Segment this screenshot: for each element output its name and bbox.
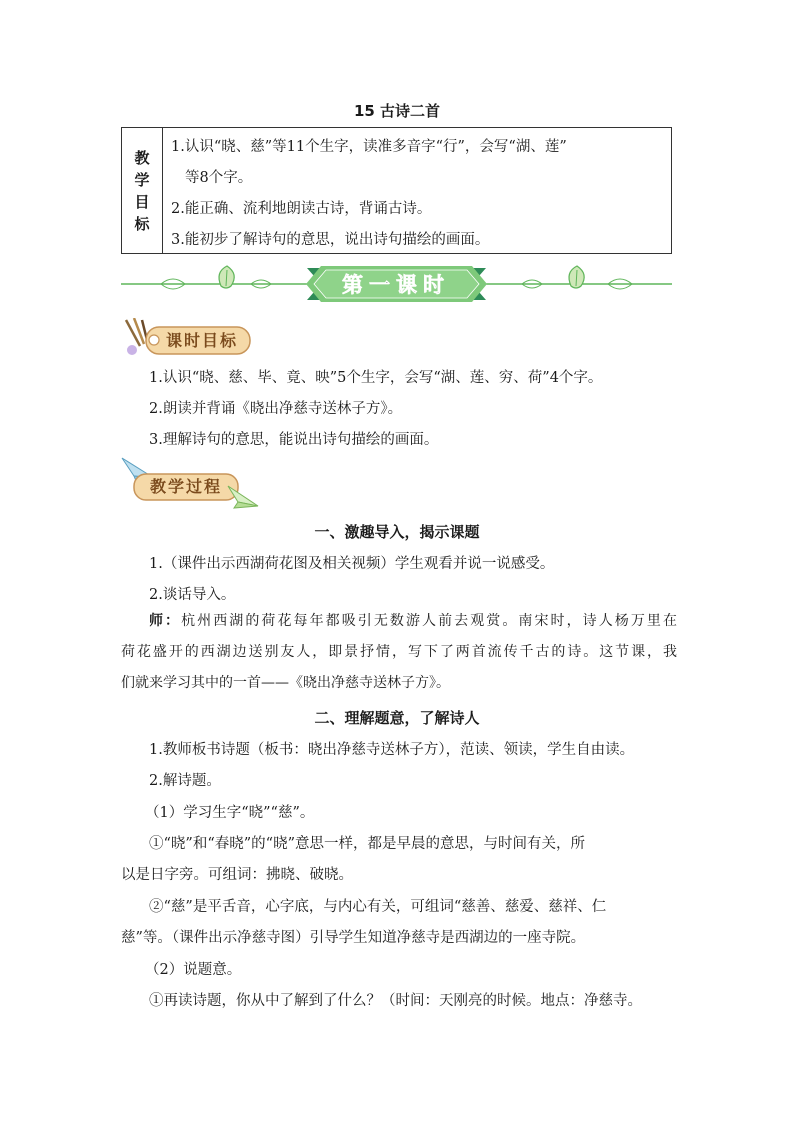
- brush-icon: [126, 318, 148, 355]
- teacher-speech-line: 荷花盛开的西湖边送别友人，即景抒情，写下了两首流传千古的诗。这节课，我: [121, 644, 677, 660]
- process-item: （2）说题意。: [145, 962, 242, 978]
- objectives-content: [163, 128, 671, 253]
- section-heading: 二、理解题意，了解诗人: [314, 709, 480, 727]
- objectives-label-char: 学: [134, 170, 150, 189]
- teacher-label: 师：: [149, 613, 182, 629]
- lesson-goal-item: 2.朗读并背诵《晓出净慈寺送林子方》。: [149, 401, 403, 417]
- teacher-speech-line: [121, 606, 677, 637]
- process-item: ①“晓”和“春晓”的“晓”意思一样，都是早晨的意思，与时间有关，所: [149, 836, 585, 852]
- process-item: ①再读诗题，你从中了解到了什么？（时间：天刚亮的时候。地点：净慈寺。: [149, 993, 642, 1009]
- process-item: 2.谈话导入。: [149, 587, 236, 603]
- lesson-goal-item: 1.认识“晓、慈、毕、竟、映”5个生字，会写“湖、莲、穷、荷”4个字。: [149, 370, 603, 386]
- teaching-process-badge-label: 教学过程: [149, 477, 223, 496]
- process-item: ②“慈”是平舌音，心字底，与内心有关，可组词“慈善、慈爱、慈祥、仁: [149, 899, 607, 915]
- teacher-speech-text: 杭州西湖的荷花每年都吸引无数游人前去观赏。南宋时，诗人杨万里在: [181, 613, 677, 629]
- leaf-icon: [569, 266, 584, 288]
- teaching-process-badge: [120, 456, 260, 510]
- page-title: 15 古诗二首: [353, 102, 441, 120]
- lesson-banner: [121, 262, 672, 306]
- objective-line: 等8个字。: [185, 170, 253, 186]
- teacher-speech-line: 们就来学习其中的一首——《晓出净慈寺送林子方》。: [121, 675, 450, 691]
- banner-title: 第一课时: [342, 273, 450, 297]
- lesson-goals-badge: [120, 318, 252, 358]
- objective-line: 3.能初步了解诗句的意思，说出诗句描绘的画面。: [171, 232, 490, 248]
- objective-line: 1.认识“晓、慈”等11个生字，读准多音字“行”，会写“湖、莲”: [171, 139, 567, 155]
- process-item: 慈”等。（课件出示净慈寺图）引导学生知道净慈寺是西湖边的一座寺院。: [121, 930, 586, 946]
- process-item: 1.教师板书诗题（板书：晓出净慈寺送林子方），范读、领读，学生自由读。: [149, 742, 635, 758]
- leaf-icon: [219, 266, 234, 288]
- objective-line: 2.能正确、流利地朗读古诗，背诵古诗。: [171, 201, 432, 217]
- process-item: 1.（课件出示西湖荷花图及相关视频）学生观看并说一说感受。: [149, 556, 555, 572]
- section-heading: 一、激趣导入，揭示课题: [314, 523, 480, 541]
- lesson-goals-badge-label: 课时目标: [165, 331, 239, 350]
- process-item: 以是日字旁。可组词：拂晓、破晓。: [121, 867, 353, 883]
- objectives-label: [122, 128, 163, 253]
- lesson-goal-item: 3.理解诗句的意思，能说出诗句描绘的画面。: [149, 432, 439, 448]
- process-item: 2.解诗题。: [149, 773, 221, 789]
- teacher-speech: [121, 606, 677, 699]
- objectives-table: [121, 127, 672, 254]
- process-item: （1）学习生字“晓”“慈”。: [145, 805, 315, 821]
- objectives-label-char: 标: [134, 214, 150, 233]
- objectives-label-char: 目: [134, 192, 150, 211]
- objectives-label-char: 教: [134, 148, 150, 167]
